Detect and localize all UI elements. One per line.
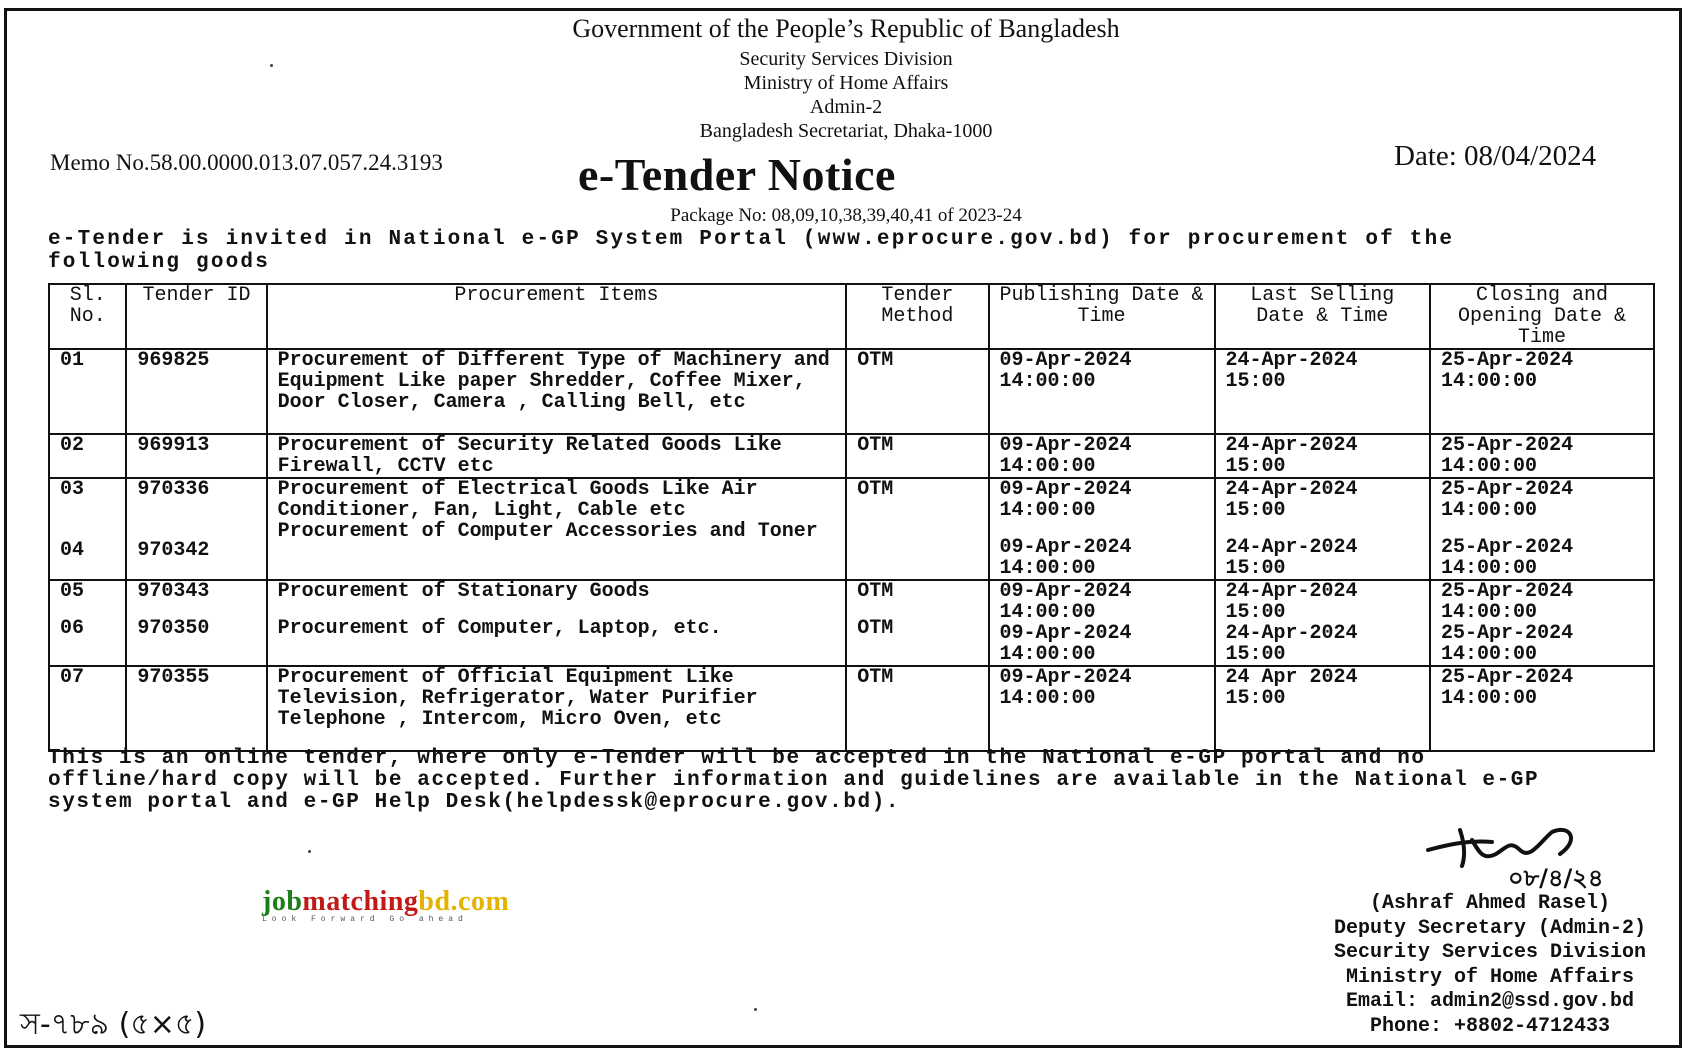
row-tender-id: 970355 (126, 666, 266, 751)
speck-dot (270, 64, 273, 67)
row-method: OTM (846, 349, 988, 434)
row-sl: 03 (60, 478, 85, 501)
jobmatchingbd-logo[interactable] (262, 886, 509, 924)
row-last-selling: 24-Apr-2024 15:00 (1225, 536, 1358, 580)
row-closing: 25-Apr-2024 14:00:00 (1430, 666, 1654, 751)
row-item: Procurement of Official Equipment Like Television, Refrigerator, Water Purifier Telephone , Intercom, Micro Oven, etc (267, 666, 847, 751)
row-last-selling: 24-Apr-2024 15:00 (1225, 580, 1358, 624)
row-closing: 25-Apr-2024 14:00:00 (1441, 536, 1574, 580)
row-sl: 01 (49, 349, 126, 434)
table-row (49, 666, 1654, 751)
row-closing: 25-Apr-2024 14:00:00 (1441, 478, 1574, 522)
header-method: Tender Method (846, 284, 988, 349)
signatory-designation: Deputy Secretary (Admin-2) (1333, 916, 1647, 940)
row-method: OTM (846, 434, 988, 478)
header-last-selling: Last Selling Date & Time (1215, 284, 1431, 349)
logo-tagline: Look Forward Go ahead (262, 915, 468, 924)
signatory-ministry: Ministry of Home Affairs (1345, 965, 1635, 989)
row-method: OTM (857, 617, 894, 640)
logo-part-matching: matching (302, 886, 419, 917)
table-row (49, 349, 1654, 434)
row-tender-id: 970343 (137, 580, 210, 603)
signatory-name: (Ashraf Ahmed Rasel) (1369, 892, 1611, 915)
header-closing: Closing and Opening Date & Time (1430, 284, 1654, 349)
speck-dot (754, 1008, 757, 1011)
row-last-selling: 24-Apr-2024 15:00 (1225, 478, 1358, 522)
row-publishing: 09-Apr-2024 14:00:00 (999, 622, 1132, 666)
speck-dot (308, 850, 311, 853)
division-line: Security Services Division (739, 48, 953, 70)
row-sl: 02 (49, 434, 126, 478)
row-publishing: 09-Apr-2024 14:00:00 (999, 536, 1132, 580)
row-closing: 25-Apr-2024 14:00:00 (1430, 349, 1654, 434)
signatory-division: Security Services Division (1333, 941, 1647, 964)
table-row-group (49, 580, 1654, 666)
row-sl: 05 (60, 580, 85, 603)
row-method: OTM (846, 666, 988, 751)
row-publishing: 09-Apr-2024 14:00:00 (989, 434, 1215, 478)
header-items: Procurement Items (267, 284, 847, 349)
table-row (49, 434, 1654, 478)
header-tender-id: Tender ID (126, 284, 266, 349)
row-last-selling: 24 Apr 2024 15:00 (1215, 666, 1431, 751)
row-publishing: 09-Apr-2024 14:00:00 (989, 666, 1215, 751)
ministry-line: Ministry of Home Affairs (743, 72, 949, 94)
row-tender-id: 969913 (126, 434, 266, 478)
logo-part-job: job (262, 886, 303, 917)
footer-note: This is an online tender, where only e-Tender will be accepted in the National e-GP portal and no offline/hard copy will be accepted. Further information and guidelines are available in the National e-GP system portal and e-GP Help Desk(helpdessk@eprocure.gov.bd). (48, 747, 1540, 814)
notice-date: Date: 08/04/2024 (1394, 140, 1597, 172)
tender-table (48, 283, 1655, 752)
row-tender-id: 970342 (137, 539, 210, 562)
row-item: Procurement of Stationary Goods (277, 580, 650, 603)
row-tender-id: 970336 (137, 478, 210, 501)
package-number: Package No: 08,09,10,38,39,40,41 of 2023-24 (670, 205, 1022, 226)
row-publishing: 09-Apr-2024 14:00:00 (999, 478, 1132, 522)
logo-part-bdcom: bd.com (418, 886, 510, 917)
row-item: Procurement of Electrical Goods Like Air Conditioner, Fan, Light, Cable etc (277, 478, 758, 522)
signatory-block (1300, 892, 1680, 1039)
row-method: OTM (857, 478, 894, 501)
row-item: Procurement of Computer Accessories and Toner (277, 520, 818, 543)
row-tender-id: 969825 (126, 349, 266, 434)
signatory-phone: Phone: +8802-4712433 (1369, 1014, 1611, 1038)
memo-number: Memo No.58.00.0000.013.07.057.24.3193 (50, 150, 443, 175)
signature-date: ০৮/৪/২৪ (1508, 864, 1604, 892)
row-method: OTM (857, 580, 894, 603)
print-code: স-৭৮৯ (৫×৫) (20, 1007, 207, 1042)
row-item: Procurement of Security Related Goods Like Firewall, CCTV etc (267, 434, 847, 478)
government-title: Government of the People’s Republic of Bangladesh (572, 14, 1120, 43)
row-last-selling: 24-Apr-2024 15:00 (1215, 349, 1431, 434)
row-closing: 25-Apr-2024 14:00:00 (1441, 580, 1574, 624)
header-publishing: Publishing Date & Time (989, 284, 1215, 349)
row-item: Procurement of Different Type of Machinery and Equipment Like paper Shredder, Coffee Mixer, Door Closer, Camera , Calling Bell, etc (267, 349, 847, 434)
table-header-row (49, 284, 1654, 349)
row-sl: 04 (60, 539, 85, 562)
row-tender-id: 970350 (137, 617, 210, 640)
header-sl: Sl. No. (49, 284, 126, 349)
table-row-group (49, 478, 1654, 580)
row-closing: 25-Apr-2024 14:00:00 (1430, 434, 1654, 478)
row-publishing: 09-Apr-2024 14:00:00 (989, 349, 1215, 434)
handwritten-signature (1420, 820, 1620, 900)
address-line: Bangladesh Secretariat, Dhaka-1000 (699, 120, 993, 142)
row-sl: 07 (49, 666, 126, 751)
notice-title: e-Tender Notice (578, 149, 896, 200)
row-item: Procurement of Computer, Laptop, etc. (277, 617, 722, 640)
section-line: Admin-2 (809, 96, 883, 118)
signatory-email: Email: admin2@ssd.gov.bd (1345, 990, 1635, 1013)
intro-text: e-Tender is invited in National e-GP System Portal (www.eprocure.gov.bd) for procurement of the following goods (48, 228, 1455, 274)
row-closing: 25-Apr-2024 14:00:00 (1441, 622, 1574, 666)
row-publishing: 09-Apr-2024 14:00:00 (999, 580, 1132, 624)
row-sl: 06 (60, 617, 85, 640)
row-last-selling: 24-Apr-2024 15:00 (1225, 622, 1358, 666)
row-last-selling: 24-Apr-2024 15:00 (1215, 434, 1431, 478)
